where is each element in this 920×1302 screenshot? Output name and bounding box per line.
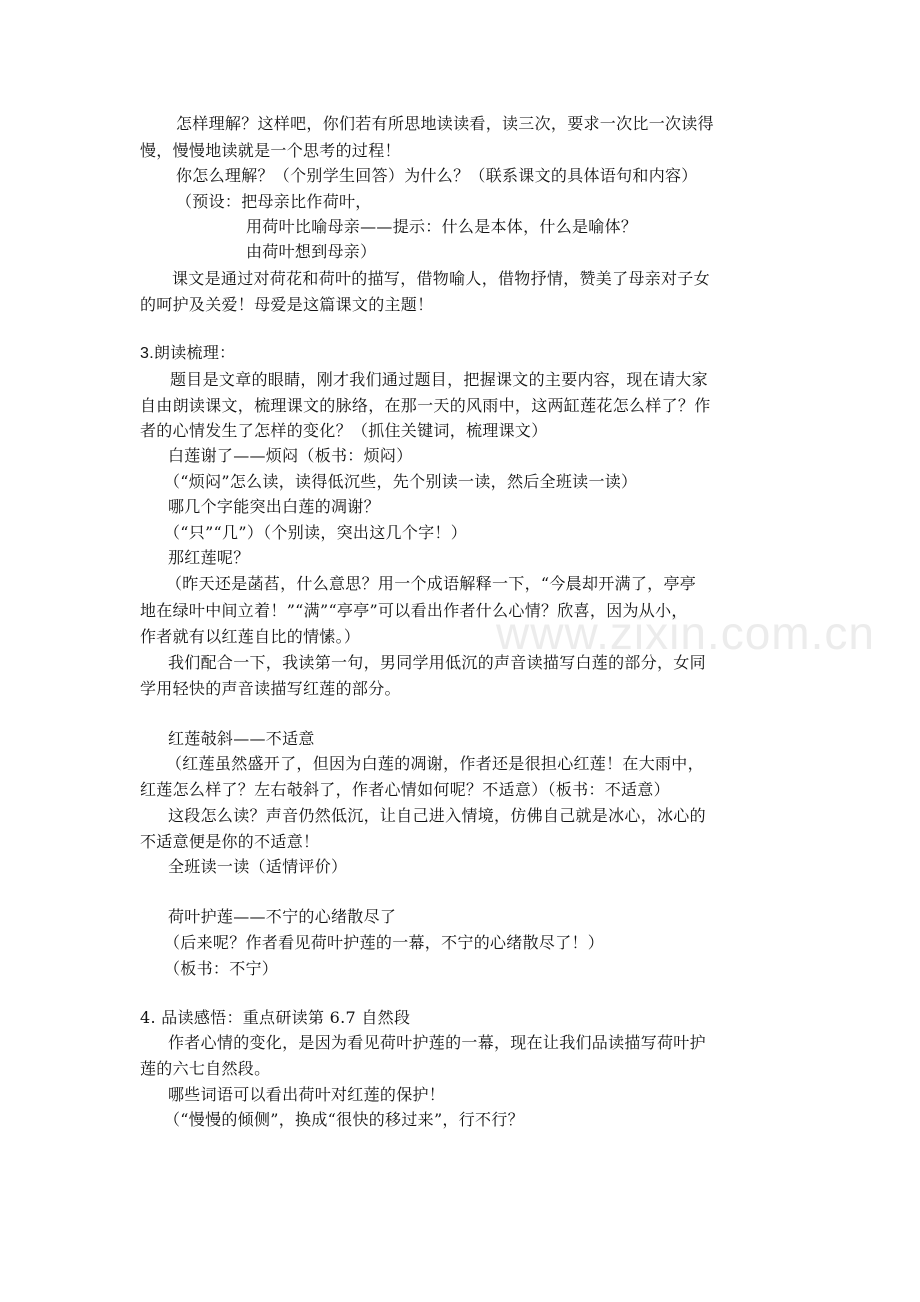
section-heading: 4. 品读感悟：重点研读第 6.7 自然段 [140,1008,411,1027]
paragraph-line: 用荷叶比喻母亲——提示：什么是本体，什么是喻体？ [246,217,638,236]
paragraph-line: （红莲虽然盛开了，但因为白莲的凋谢，作者还是很担心红莲！在大雨中， [166,754,704,773]
paragraph-line: 怎样理解？这样吧，你们若有所思地读读看，读三次，要求一次比一次读得 [176,114,714,133]
paragraph-line: （板书：不宁） [164,959,279,978]
paragraph-line: 自由朗读课文，梳理课文的脉络，在那一天的风雨中，这两缸莲花怎么样了？作 [140,396,711,415]
paragraph-line: 作者就有以红莲自比的情愫。） [140,627,361,646]
paragraph-line: 不适意便是你的不适意！ [140,832,320,851]
paragraph-line: 地在绿叶中间立着！”“满”“亭亭”可以看出作者什么心情？欣喜，因为从小， [140,601,688,620]
paragraph-line: 这段怎么读？声音仍然低沉，让自己进入情境，仿佛自己就是冰心，冰心的 [168,806,706,825]
paragraph-line: 课文是通过对荷花和荷叶的描写，借物喻人，借物抒情，赞美了母亲对子女 [172,269,710,288]
paragraph-line: 哪些词语可以看出荷叶对红莲的保护！ [168,1085,446,1104]
paragraph-line: 白莲谢了——烦闷（板书：烦闷） [168,446,413,465]
paragraph-line: 由荷叶想到母亲） [246,242,377,261]
paragraph-line: 学用轻快的声音读描写红莲的部分。 [140,679,401,698]
paragraph-line: 全班读一读（适情评价） [168,857,348,876]
watermark: www.zixin.com.cn [496,607,875,659]
paragraph-line: 者的心情发生了怎样的变化？（抓住关键词，梳理课文） [140,421,548,440]
paragraph-line: 红莲攲斜——不适意 [168,729,315,748]
paragraph-line: 你怎么理解？（个别学生回答）为什么？（联系课文的具体语句和内容） [176,166,698,185]
paragraph-line: 荷叶护莲——不宁的心绪散尽了 [168,907,397,926]
paragraph-line: （“只”“几”）（个别读，突出这几个字！） [164,523,468,542]
paragraph-line: 莲的六七自然段。 [140,1059,271,1078]
paragraph-line: （昨天还是菡萏，什么意思？用一个成语解释一下，“今晨却开满了，亭亭 [166,574,697,593]
paragraph-line: 那红莲呢？ [168,548,250,567]
paragraph-line: （后来呢？作者看见荷叶护莲的一幕，不宁的心绪散尽了！） [164,933,605,952]
paragraph-line: 我们配合一下，我读第一句，男同学用低沉的声音读描写白莲的部分，女同 [168,653,706,672]
paragraph-line: 哪几个字能突出白莲的凋谢？ [168,497,380,516]
paragraph-line: 的呵护及关爱！母爱是这篇课文的主题！ [140,295,434,314]
paragraph-line: 题目是文章的眼睛，刚才我们通过题目，把握课文的主要内容，现在请大家 [170,370,708,389]
paragraph-line: （预设：把母亲比作荷叶， [176,192,372,211]
paragraph-line: 红莲怎么样了？左右攲斜了，作者心情如何呢？不适意）（板书：不适意） [140,780,670,799]
paragraph-line: （“烦闷”怎么读，读得低沉些，先个别读一读，然后全班读一读） [164,472,638,491]
paragraph-line: 作者心情的变化，是因为看见荷叶护莲的一幕，现在让我们品读描写荷叶护 [168,1033,706,1052]
paragraph-line: （“慢慢的倾侧”，换成“很快的移过来”，行不行？ [164,1110,524,1129]
paragraph-line: 慢，慢慢地读就是一个思考的过程！ [140,141,401,160]
section-heading: 3.朗读梳理： [140,345,236,362]
